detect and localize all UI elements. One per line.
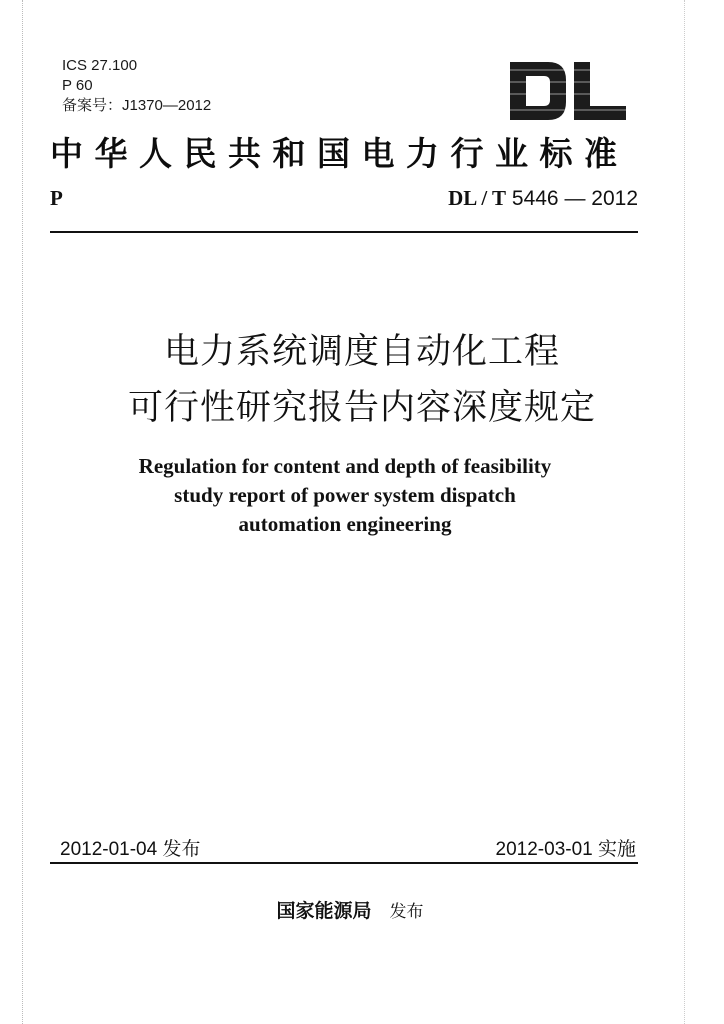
standard-number-prefix: DL / T: [448, 186, 507, 210]
bottom-divider: [50, 862, 638, 864]
standard-title: 中华人民共和国电力行业标准: [50, 134, 629, 173]
implementation-date: 2012-03-01 实施: [495, 839, 636, 860]
chinese-title-line-1: 电力系统调度自动化工程: [163, 332, 560, 372]
ccs-code: P 60: [62, 77, 93, 94]
standard-number-value: 5446 — 2012: [511, 187, 638, 210]
issue-date: 2012-01-04 发布: [60, 839, 201, 860]
english-title-line-3: automation engineering: [238, 512, 452, 536]
category-letter: P: [50, 186, 63, 210]
chinese-title-line-2: 可行性研究报告内容深度规定: [127, 388, 596, 428]
english-title-line-1: Regulation for content and depth of feasibility: [138, 454, 552, 478]
filing-number: 备案号：J1370—2012: [62, 97, 212, 114]
dl-logo: [508, 60, 628, 122]
publisher-line: [0, 896, 700, 923]
publisher-org: 国家能源局: [276, 900, 372, 922]
classification-block: [62, 56, 211, 116]
ics-code: ICS 27.100: [62, 57, 138, 74]
english-title-line-2: study report of power system dispatch: [174, 483, 516, 507]
standard-number: [448, 186, 638, 211]
top-divider: [50, 231, 638, 233]
publisher-action: 发布: [389, 902, 424, 922]
